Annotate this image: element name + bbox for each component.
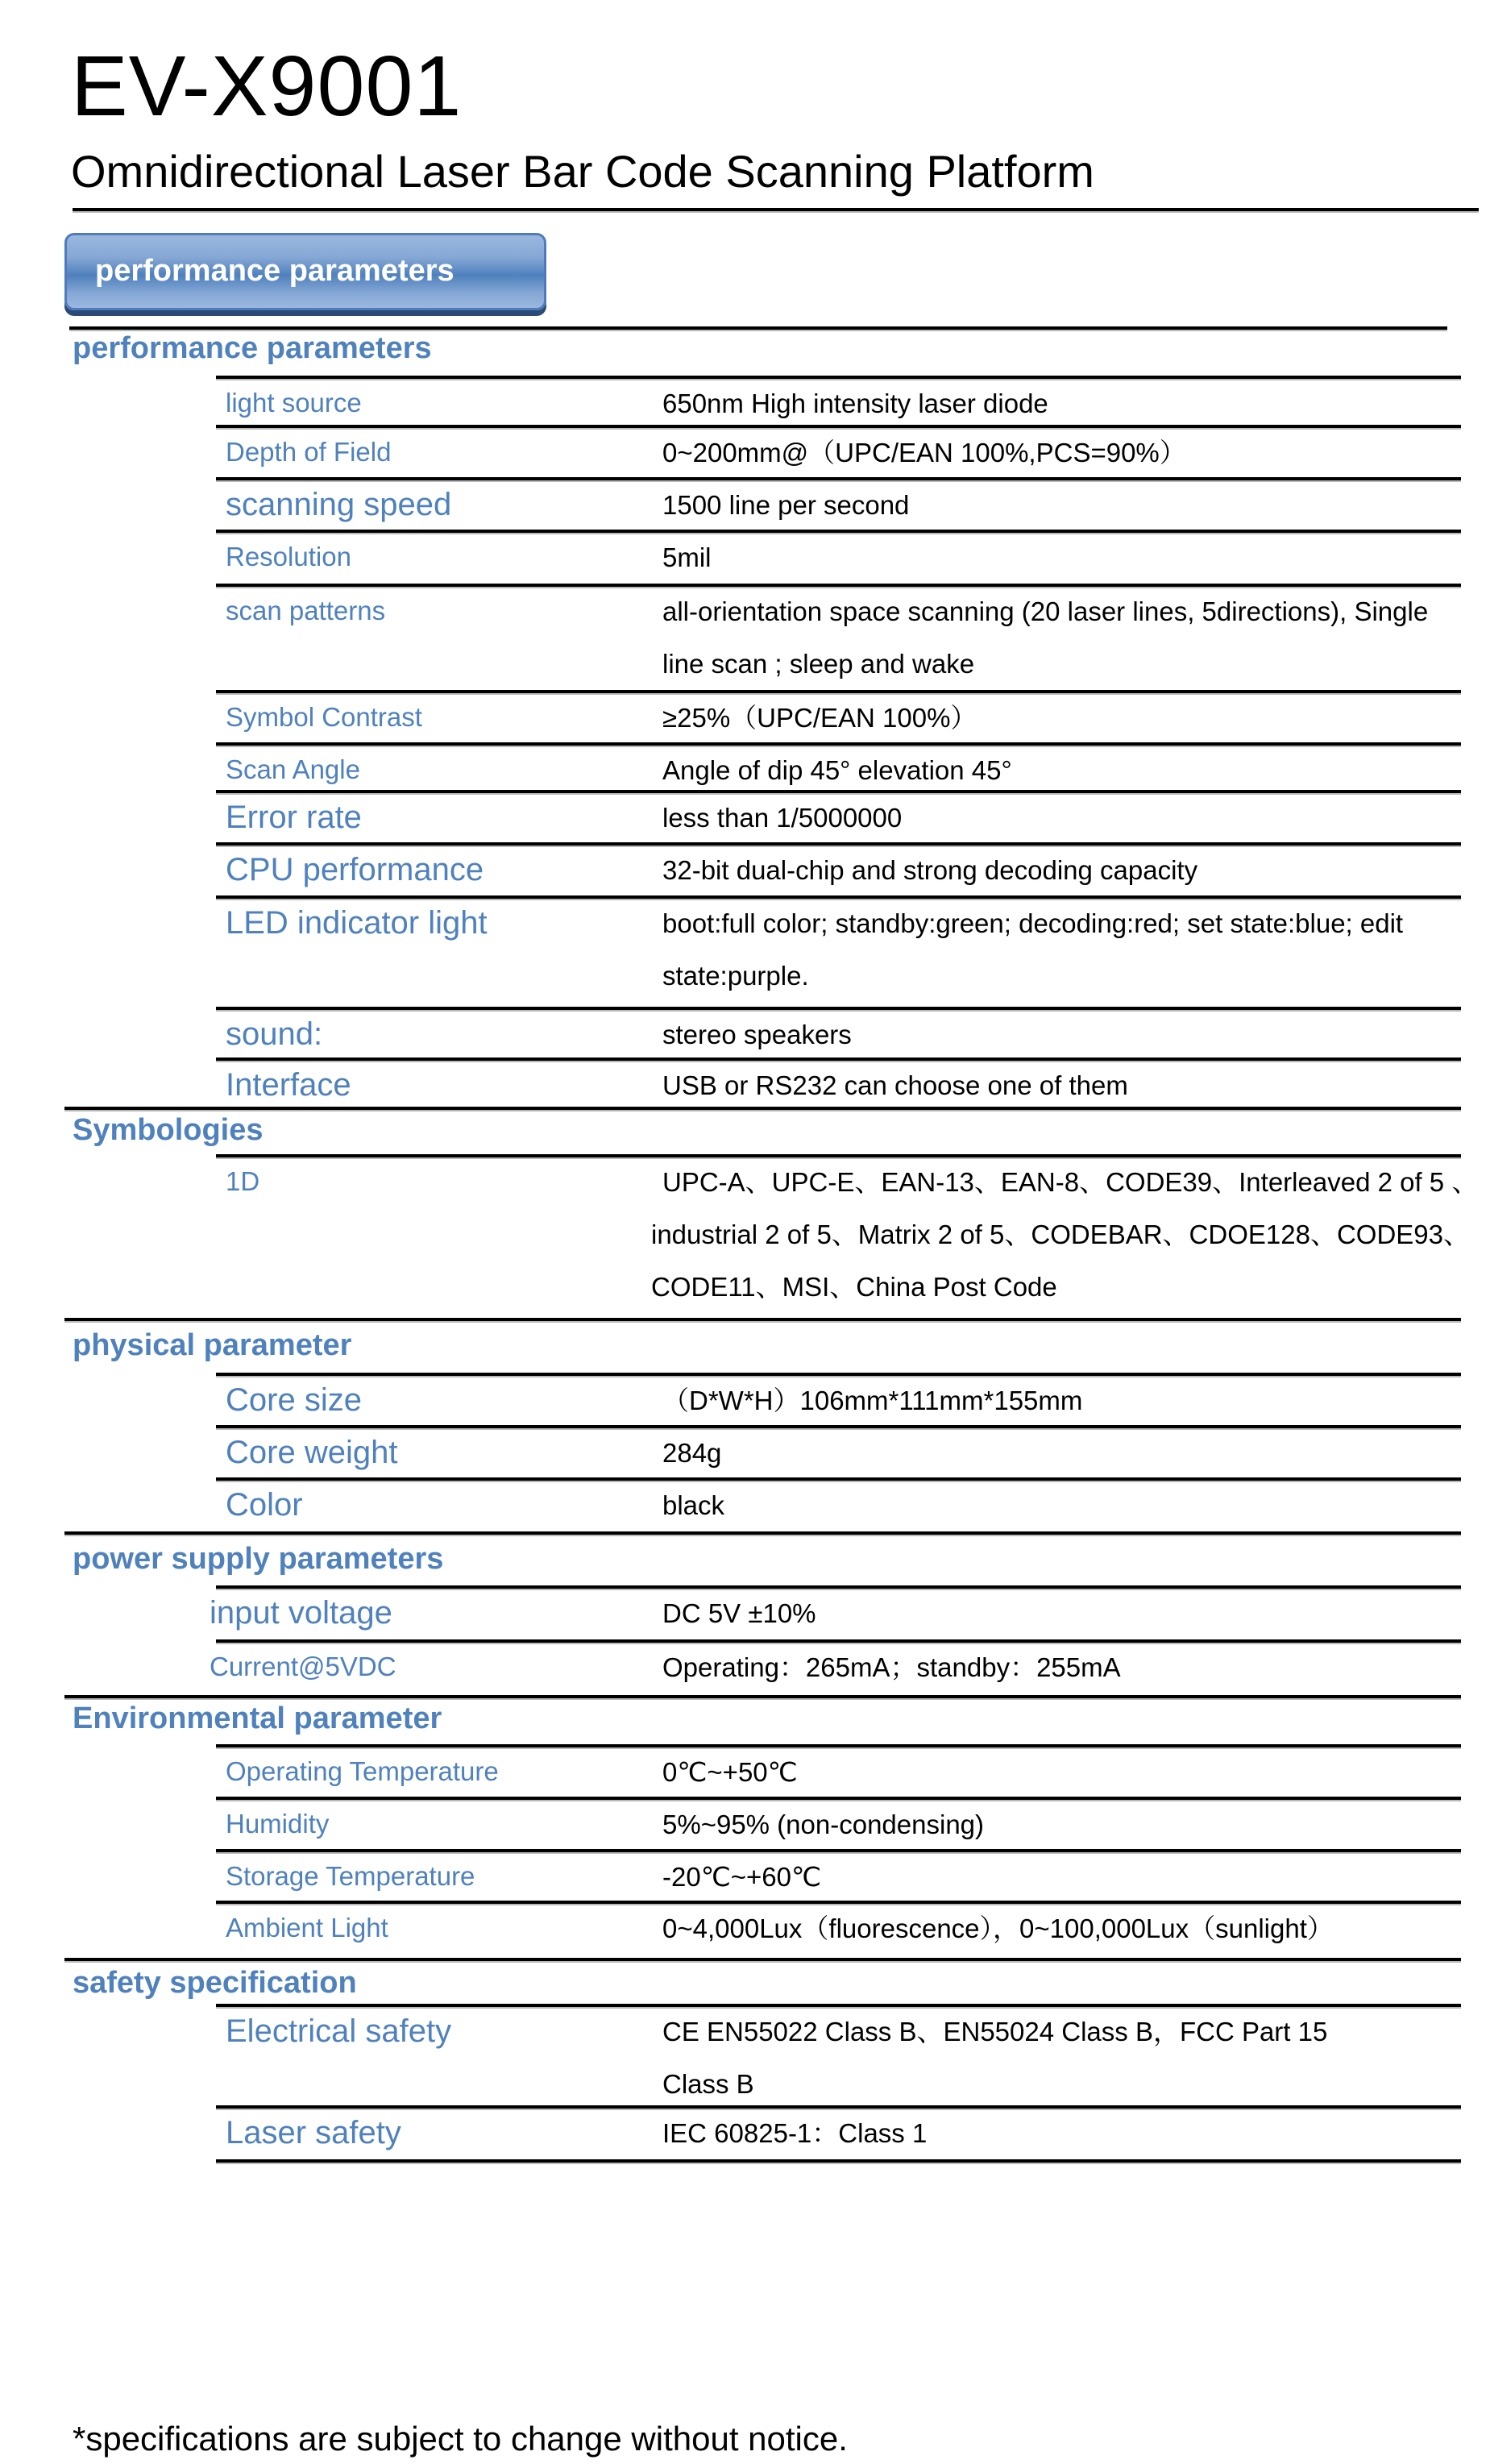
- section-end-divider: [216, 2159, 1461, 2163]
- spec-label: Storage Temperature: [226, 1861, 475, 1891]
- section-heading-symbologies: Symbologies: [73, 1113, 264, 1147]
- spec-label: sound:: [226, 1016, 323, 1052]
- spec-label: CPU performance: [226, 852, 484, 887]
- spec-value: USB or RS232 can choose one of them: [662, 1070, 1128, 1100]
- section-end-divider: [64, 1107, 1461, 1110]
- spec-label: Operating Temperature: [226, 1756, 499, 1786]
- section-heading-environmental: Environmental parameter: [73, 1702, 442, 1735]
- spec-value: Class B: [662, 2069, 754, 2099]
- spec-value: 5mil: [662, 542, 712, 572]
- spec-label: LED indicator light: [226, 905, 488, 941]
- spec-value: 32-bit dual-chip and strong decoding capacity: [662, 855, 1198, 885]
- spec-value: line scan ; sleep and wake: [662, 649, 975, 679]
- spec-value: 284g: [662, 1438, 722, 1468]
- spec-value: 0~4,000Lux（fluorescence），0~100,000Lux（sunlight）: [662, 1913, 1334, 1943]
- spec-label: Interface: [226, 1067, 351, 1103]
- section-banner: [64, 233, 546, 310]
- title-divider: [73, 208, 1479, 211]
- spec-value: all-orientation space scanning (20 laser lines, 5directions), Single: [662, 596, 1429, 626]
- spec-label: Current@5VDC: [210, 1652, 396, 1681]
- spec-value: 0℃~+50℃: [662, 1757, 798, 1787]
- product-subtitle: Omnidirectional Laser Bar Code Scanning Platform: [71, 146, 1094, 197]
- spec-label: scanning speed: [226, 487, 452, 522]
- spec-value: CODE11、MSI、China Post Code: [651, 1272, 1057, 1302]
- spec-label: Electrical safety: [226, 2013, 452, 2049]
- spec-label: Resolution: [226, 542, 351, 571]
- spec-label: scan patterns: [226, 596, 386, 625]
- section-heading-power: power supply parameters: [73, 1542, 444, 1576]
- spec-value: UPC-A、UPC-E、EAN-13、EAN-8、CODE39、Interleaved 2 of 5 、: [662, 1167, 1479, 1197]
- spec-value: Angle of dip 45° elevation 45°: [662, 755, 1012, 785]
- spec-value: black: [662, 1490, 725, 1520]
- spec-label: Core size: [226, 1382, 362, 1418]
- spec-value: 650nm High intensity laser diode: [662, 389, 1048, 418]
- spec-label: Scan Angle: [226, 754, 360, 784]
- spec-value: 0~200mm@（UPC/EAN 100%,PCS=90%）: [662, 438, 1186, 467]
- spec-value: （D*W*H）106mm*111mm*155mm: [662, 1386, 1083, 1415]
- section-banner-label: performance parameters: [95, 254, 454, 288]
- spec-value: IEC 60825-1：Class 1: [662, 2118, 928, 2148]
- spec-value: -20℃~+60℃: [662, 1862, 822, 1892]
- spec-label: Humidity: [226, 1809, 330, 1839]
- spec-label: Laser safety: [226, 2115, 401, 2150]
- spec-value: DC 5V ±10%: [662, 1598, 816, 1628]
- spec-label: Core weight: [226, 1435, 398, 1470]
- spec-label: Symbol Contrast: [226, 702, 422, 732]
- section-end-divider: [64, 1318, 1461, 1321]
- model-title: EV-X9001: [71, 39, 463, 134]
- section-end-divider: [64, 1958, 1461, 1961]
- section-end-divider: [64, 1695, 1461, 1698]
- spec-value: stereo speakers: [662, 1020, 852, 1049]
- spec-value: 1500 line per second: [662, 490, 910, 520]
- spec-label: 1D: [226, 1166, 260, 1196]
- spec-label: input voltage: [210, 1595, 392, 1631]
- spec-value: CE EN55022 Class B、EN55024 Class B，FCC Part 15: [662, 2017, 1328, 2046]
- section-heading-performance: performance parameters: [73, 331, 432, 365]
- spec-value: 5%~95% (non-condensing): [662, 1810, 985, 1839]
- spec-value: state:purple.: [662, 961, 809, 991]
- spec-label: Error rate: [226, 800, 362, 835]
- spec-label: Color: [226, 1487, 303, 1523]
- spec-label: Ambient Light: [226, 1913, 388, 1943]
- spec-label: light source: [226, 388, 362, 418]
- spec-value: industrial 2 of 5、Matrix 2 of 5、CODEBAR、CDOE128、CODE93、: [651, 1220, 1471, 1249]
- spec-value: boot:full color; standby:green; decoding:red; set state:blue; edit: [662, 908, 1404, 938]
- spec-value: ≥25%（UPC/EAN 100%）: [662, 703, 977, 733]
- spec-label: Depth of Field: [226, 437, 392, 467]
- section-end-divider: [64, 1531, 1461, 1535]
- spec-value: Operating：265mA；standby：255mA: [662, 1652, 1121, 1682]
- section-heading-physical: physical parameter: [73, 1328, 352, 1362]
- spec-value: less than 1/5000000: [662, 803, 903, 833]
- disclaimer-footer: *specifications are subject to change without notice.: [73, 2420, 848, 2458]
- section-heading-safety: safety specification: [73, 1966, 357, 2000]
